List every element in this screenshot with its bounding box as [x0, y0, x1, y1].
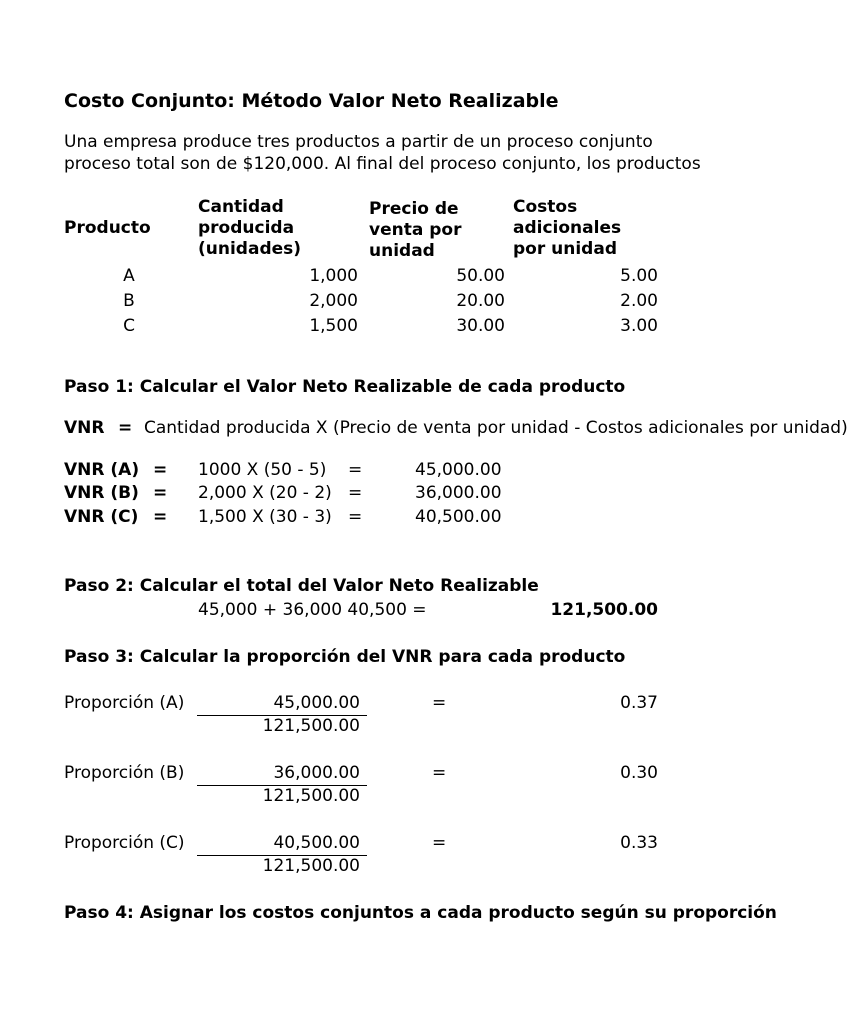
vnr-formula-eq: = [118, 418, 133, 438]
vnr-b-label: VNR (B) [64, 483, 139, 503]
proporcion-a-denominator: 121,500.00 [262, 716, 360, 736]
intro-line-2: proceso total son de $120,000. Al final del proceso conjunto, los productos [64, 154, 701, 174]
paso2-total: 121,500.00 [550, 600, 658, 620]
row-a-producto: A [123, 266, 135, 286]
row-c-costos: 3.00 [620, 316, 658, 336]
proporcion-c-numerator: 40,500.00 [273, 833, 360, 853]
header-cantidad-2: producida [198, 218, 295, 238]
proporcion-a-value: 0.37 [620, 693, 658, 713]
proporcion-b-denominator: 121,500.00 [262, 786, 360, 806]
paso3-heading: Paso 3: Calcular la proporción del VNR para cada producto [64, 647, 626, 667]
paso2-expr: 45,000 + 36,000 40,500 = [198, 600, 427, 620]
proporcion-b-eq: = [432, 763, 447, 783]
row-c-producto: C [123, 316, 135, 336]
vnr-b-eq: = [153, 483, 168, 503]
paso4-heading: Paso 4: Asignar los costos conjuntos a cada producto según su proporción [64, 903, 777, 923]
proporcion-b-value: 0.30 [620, 763, 658, 783]
header-producto: Producto [64, 218, 151, 238]
row-c-cantidad: 1,500 [309, 316, 358, 336]
proporcion-b-label: Proporción (B) [64, 763, 185, 783]
vnr-a-eq: = [153, 460, 168, 480]
vnr-a-value: 45,000.00 [415, 460, 502, 480]
proporcion-a-numerator: 45,000.00 [273, 693, 360, 713]
row-c-precio: 30.00 [456, 316, 505, 336]
vnr-c-eq2: = [348, 507, 363, 527]
proporcion-b-numerator: 36,000.00 [273, 763, 360, 783]
row-a-precio: 50.00 [456, 266, 505, 286]
header-precio-3: unidad [369, 241, 435, 261]
vnr-c-expr: 1,500 X (30 - 3) [198, 507, 332, 527]
proporcion-a-eq: = [432, 693, 447, 713]
vnr-formula-text: Cantidad producida X (Precio de venta por unidad - Costos adicionales por unidad) [144, 418, 848, 438]
paso1-heading: Paso 1: Calcular el Valor Neto Realizable de cada producto [64, 377, 626, 397]
vnr-a-label: VNR (A) [64, 460, 140, 480]
header-precio-2: venta por [369, 220, 462, 240]
header-costos-1: Costos [513, 197, 578, 217]
header-costos-3: por unidad [513, 239, 617, 259]
vnr-c-value: 40,500.00 [415, 507, 502, 527]
intro-line-1: Una empresa produce tres productos a partir de un proceso conjunto [64, 132, 653, 152]
header-precio-1: Precio de [369, 199, 459, 219]
vnr-c-label: VNR (C) [64, 507, 139, 527]
header-cantidad-3: (unidades) [198, 239, 302, 259]
proporcion-c-eq: = [432, 833, 447, 853]
vnr-a-eq2: = [348, 460, 363, 480]
header-costos-2: adicionales [513, 218, 622, 238]
proporcion-c-label: Proporción (C) [64, 833, 185, 853]
row-a-costos: 5.00 [620, 266, 658, 286]
row-b-cantidad: 2,000 [309, 291, 358, 311]
row-b-precio: 20.00 [456, 291, 505, 311]
paso2-heading: Paso 2: Calcular el total del Valor Neto Realizable [64, 576, 539, 596]
vnr-b-value: 36,000.00 [415, 483, 502, 503]
vnr-formula-label: VNR [64, 418, 105, 438]
proporcion-c-denominator: 121,500.00 [262, 856, 360, 876]
row-a-cantidad: 1,000 [309, 266, 358, 286]
row-b-producto: B [123, 291, 135, 311]
proporcion-c-value: 0.33 [620, 833, 658, 853]
proporcion-a-label: Proporción (A) [64, 693, 185, 713]
page-title: Costo Conjunto: Método Valor Neto Realizable [64, 90, 559, 112]
vnr-b-expr: 2,000 X (20 - 2) [198, 483, 332, 503]
vnr-b-eq2: = [348, 483, 363, 503]
header-cantidad-1: Cantidad [198, 197, 284, 217]
row-b-costos: 2.00 [620, 291, 658, 311]
vnr-c-eq: = [153, 507, 168, 527]
vnr-a-expr: 1000 X (50 - 5) [198, 460, 327, 480]
